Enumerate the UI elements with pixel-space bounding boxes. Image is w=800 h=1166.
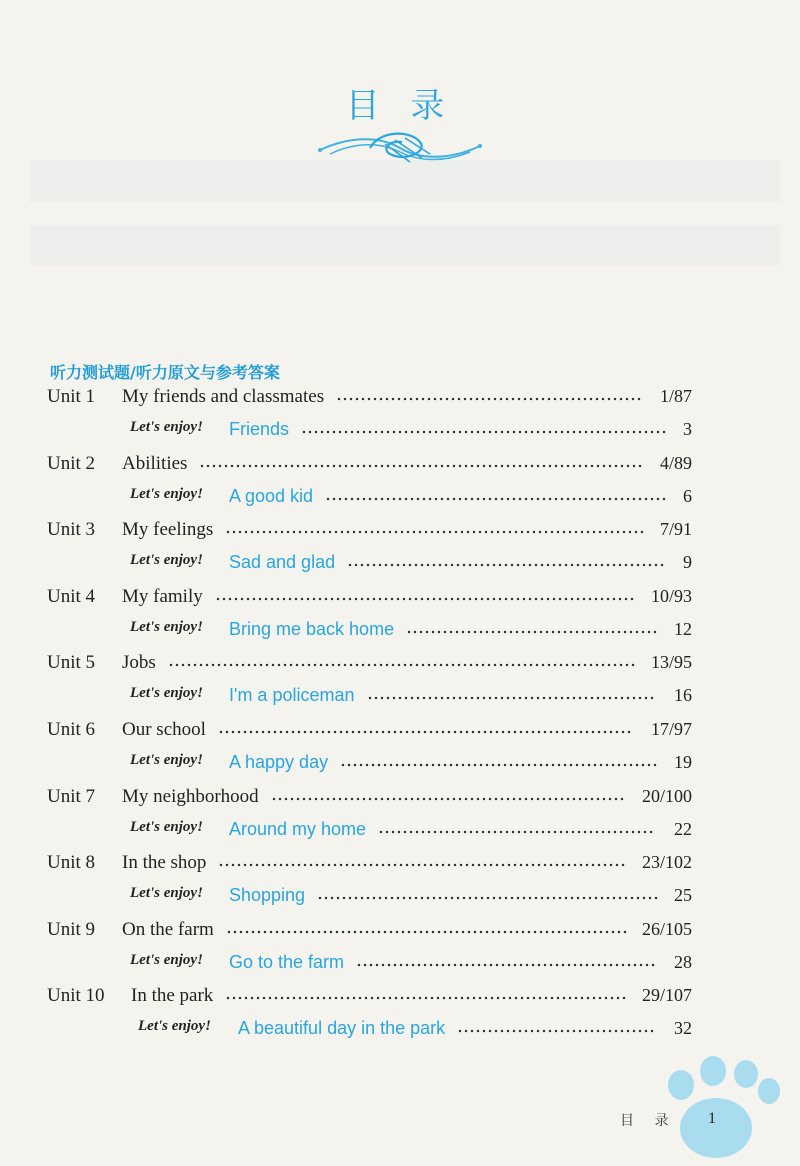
leader-dots: [325, 496, 667, 502]
enjoy-page: 12: [674, 619, 692, 639]
lets-enjoy-label: Let's enjoy!: [138, 1018, 211, 1034]
unit-number: Unit 1: [47, 386, 96, 407]
enjoy-title: Around my home: [229, 819, 367, 839]
unit-page: 1/87: [659, 386, 692, 406]
leader-dots: [336, 396, 642, 402]
flourish-ornament: [310, 128, 490, 168]
enjoy-page: 9: [683, 552, 692, 572]
toc-unit-row: [0, 852, 800, 880]
toc-enjoy-row: [0, 619, 800, 647]
leader-dots: [271, 796, 625, 802]
page-title: 目 录: [345, 86, 455, 126]
unit-title: In the park: [131, 985, 214, 1006]
footer-section-label: 目 录: [620, 1113, 677, 1129]
leader-dots: [218, 729, 632, 735]
paw-print-decoration: [734, 1060, 758, 1088]
toc-unit-row: [0, 386, 800, 414]
unit-title: My family: [122, 586, 203, 607]
toc-enjoy-row: [0, 752, 800, 780]
paw-print-decoration: [680, 1098, 752, 1158]
toc-unit-row: [0, 719, 800, 747]
leader-dots: [406, 629, 658, 635]
toc-enjoy-row: [0, 1018, 800, 1046]
unit-title: Abilities: [122, 453, 188, 474]
unit-number: Unit 8: [47, 852, 96, 873]
lets-enjoy-label: Let's enjoy!: [130, 952, 203, 968]
enjoy-page: 19: [674, 752, 692, 772]
unit-title: Our school: [122, 719, 206, 740]
enjoy-page: 25: [674, 885, 692, 905]
toc-unit-row: [0, 586, 800, 614]
toc-enjoy-row: [0, 419, 800, 447]
lets-enjoy-label: Let's enjoy!: [130, 552, 203, 568]
unit-number: Unit 10: [47, 985, 105, 1006]
enjoy-page: 22: [674, 819, 692, 839]
toc-unit-row: [0, 985, 800, 1013]
unit-title: Jobs: [122, 652, 156, 673]
leader-dots: [347, 562, 665, 568]
unit-title: My friends and classmates: [122, 386, 325, 407]
leader-dots: [301, 429, 667, 435]
paw-print-decoration: [758, 1078, 780, 1104]
enjoy-title: A good kid: [229, 486, 314, 506]
paw-print-decoration: [700, 1056, 726, 1086]
leader-dots: [457, 1028, 655, 1034]
leader-dots: [218, 862, 626, 868]
unit-number: Unit 3: [47, 519, 96, 540]
leader-dots: [199, 463, 643, 469]
enjoy-title: Friends: [229, 419, 290, 439]
lets-enjoy-label: Let's enjoy!: [130, 419, 203, 435]
lets-enjoy-label: Let's enjoy!: [130, 685, 203, 701]
toc-unit-row: [0, 519, 800, 547]
leader-dots: [378, 829, 654, 835]
toc-enjoy-row: [0, 486, 800, 514]
leader-dots: [356, 962, 656, 968]
unit-number: Unit 6: [47, 719, 96, 740]
enjoy-title: Bring me back home: [229, 619, 395, 639]
unit-number: Unit 4: [47, 586, 96, 607]
enjoy-title: Sad and glad: [229, 552, 336, 572]
enjoy-title: I'm a policeman: [229, 685, 355, 705]
unit-number: Unit 2: [47, 453, 96, 474]
unit-number: Unit 5: [47, 652, 96, 673]
unit-number: Unit 7: [47, 786, 96, 807]
toc-unit-row: [0, 652, 800, 680]
leader-dots: [226, 929, 628, 935]
enjoy-title: Go to the farm: [229, 952, 345, 972]
unit-page: 23/102: [641, 852, 692, 872]
lets-enjoy-label: Let's enjoy!: [130, 752, 203, 768]
toc-enjoy-row: [0, 819, 800, 847]
unit-title: My neighborhood: [122, 786, 259, 807]
enjoy-title: Shopping: [229, 885, 306, 905]
unit-page: 10/93: [650, 586, 692, 606]
toc-enjoy-row: [0, 885, 800, 913]
enjoy-title: A beautiful day in the park: [238, 1018, 446, 1038]
lets-enjoy-label: Let's enjoy!: [130, 885, 203, 901]
leader-dots: [225, 529, 645, 535]
leader-dots: [367, 695, 655, 701]
leader-dots: [317, 895, 659, 901]
enjoy-page: 32: [674, 1018, 692, 1038]
toc-enjoy-row: [0, 552, 800, 580]
paw-print-decoration: [668, 1070, 694, 1100]
leader-dots: [168, 662, 636, 668]
unit-title: My feelings: [122, 519, 214, 540]
unit-page: 4/89: [659, 453, 692, 473]
show-through-band: [30, 225, 780, 265]
unit-number: Unit 9: [47, 919, 96, 940]
toc-unit-row: [0, 453, 800, 481]
lets-enjoy-label: Let's enjoy!: [130, 619, 203, 635]
toc-unit-row: [0, 786, 800, 814]
leader-dots: [340, 762, 658, 768]
enjoy-page: 16: [674, 685, 692, 705]
enjoy-page: 6: [683, 486, 692, 506]
toc-enjoy-row: [0, 685, 800, 713]
unit-page: 7/91: [659, 519, 692, 539]
unit-page: 20/100: [641, 786, 692, 806]
toc-enjoy-row: [0, 952, 800, 980]
lets-enjoy-label: Let's enjoy!: [130, 819, 203, 835]
enjoy-page: 28: [674, 952, 692, 972]
enjoy-title: A happy day: [229, 752, 329, 772]
unit-page: 26/105: [641, 919, 692, 939]
section-heading: 听力测试题/听力原文与参考答案: [50, 363, 280, 382]
unit-page: 17/97: [650, 719, 692, 739]
enjoy-page: 3: [683, 419, 692, 439]
leader-dots: [225, 995, 627, 1001]
unit-page: 29/107: [641, 985, 692, 1005]
unit-page: 13/95: [650, 652, 692, 672]
page-number: 1: [708, 1110, 716, 1127]
lets-enjoy-label: Let's enjoy!: [130, 486, 203, 502]
toc-unit-row: [0, 919, 800, 947]
unit-title: In the shop: [122, 852, 207, 873]
leader-dots: [215, 596, 635, 602]
unit-title: On the farm: [122, 919, 214, 940]
